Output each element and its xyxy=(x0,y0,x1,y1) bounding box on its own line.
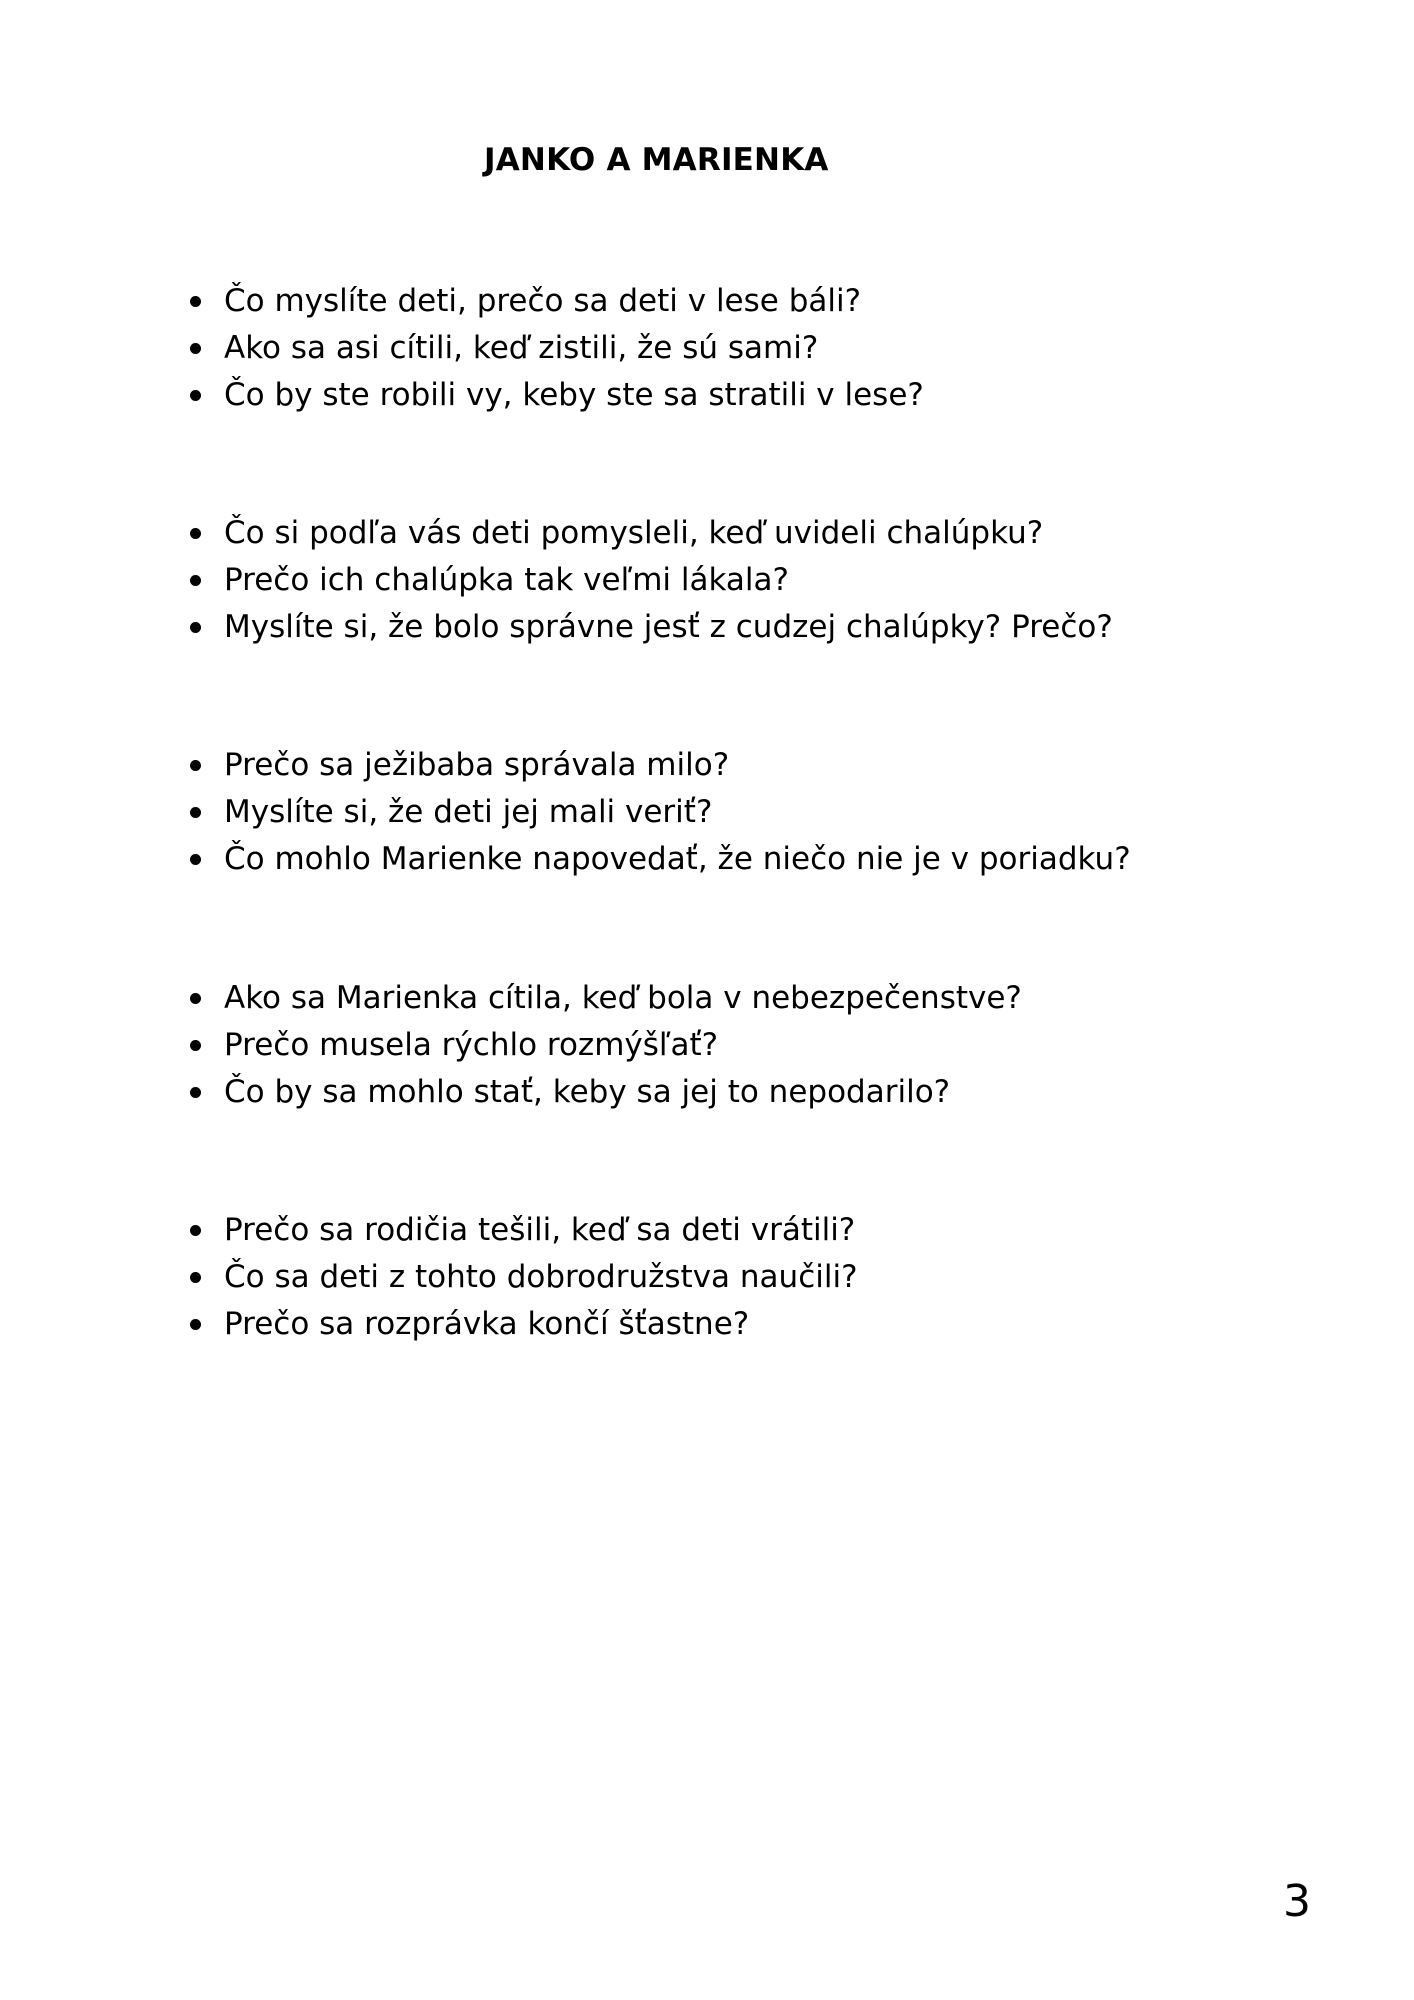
bullet-icon xyxy=(190,622,201,633)
question-text: Ako sa asi cítili, keď zistili, že sú sami? xyxy=(224,330,819,366)
question-item xyxy=(188,278,924,325)
question-text: Prečo musela rýchlo rozmýšľať? xyxy=(224,1027,719,1063)
question-text: Čo by sa mohlo stať, keby sa jej to nepodarilo? xyxy=(224,1074,951,1110)
question-item xyxy=(188,742,1131,789)
question-item xyxy=(188,510,1113,557)
question-text: Čo mohlo Marienke napovedať, že niečo nie je v poriadku? xyxy=(224,841,1131,877)
question-text: Čo si podľa vás deti pomysleli, keď uvideli chalúpku? xyxy=(224,515,1044,551)
bullet-icon xyxy=(190,1087,201,1098)
question-text: Prečo sa rodičia tešili, keď sa deti vrátili? xyxy=(224,1212,856,1248)
question-text: Myslíte si, že bolo správne jesť z cudzej chalúpky? Prečo? xyxy=(224,609,1113,645)
question-item xyxy=(188,789,1131,836)
bullet-icon xyxy=(190,390,201,401)
bullet-icon xyxy=(190,575,201,586)
question-text: Prečo ich chalúpka tak veľmi lákala? xyxy=(224,562,789,598)
question-item xyxy=(188,975,1022,1022)
bullet-icon xyxy=(190,1272,201,1283)
question-item xyxy=(188,557,1113,604)
question-text: Čo sa deti z tohto dobrodružstva naučili? xyxy=(224,1259,858,1295)
question-text: Prečo sa ježibaba správala milo? xyxy=(224,747,730,783)
bullet-icon xyxy=(190,528,201,539)
question-text: Ako sa Marienka cítila, keď bola v nebezpečenstve? xyxy=(224,980,1022,1016)
question-item xyxy=(188,1301,858,1348)
question-item xyxy=(188,372,924,419)
page-number: 3 xyxy=(1283,1876,1311,1927)
question-item xyxy=(188,1207,858,1254)
question-text: Čo by ste robili vy, keby ste sa stratili v lese? xyxy=(224,377,924,413)
bullet-icon xyxy=(190,296,201,307)
question-item xyxy=(188,1254,858,1301)
bullet-icon xyxy=(190,854,201,865)
question-group-4 xyxy=(188,975,1022,1116)
question-item xyxy=(188,1069,1022,1116)
question-group-2 xyxy=(188,510,1113,651)
question-item xyxy=(188,604,1113,651)
question-group-5 xyxy=(188,1207,858,1348)
bullet-icon xyxy=(190,1225,201,1236)
question-item xyxy=(188,1022,1022,1069)
page-title: JANKO A MARIENKA xyxy=(484,142,829,178)
question-text: Myslíte si, že deti jej mali veriť? xyxy=(224,794,713,830)
bullet-icon xyxy=(190,993,201,1004)
question-text: Prečo sa rozprávka končí šťastne? xyxy=(224,1306,750,1342)
bullet-icon xyxy=(190,1040,201,1051)
question-item xyxy=(188,325,924,372)
question-item xyxy=(188,836,1131,883)
question-group-1 xyxy=(188,278,924,419)
bullet-icon xyxy=(190,1319,201,1330)
bullet-icon xyxy=(190,807,201,818)
question-text: Čo myslíte deti, prečo sa deti v lese báli? xyxy=(224,283,862,319)
bullet-icon xyxy=(190,343,201,354)
question-group-3 xyxy=(188,742,1131,883)
bullet-icon xyxy=(190,760,201,771)
